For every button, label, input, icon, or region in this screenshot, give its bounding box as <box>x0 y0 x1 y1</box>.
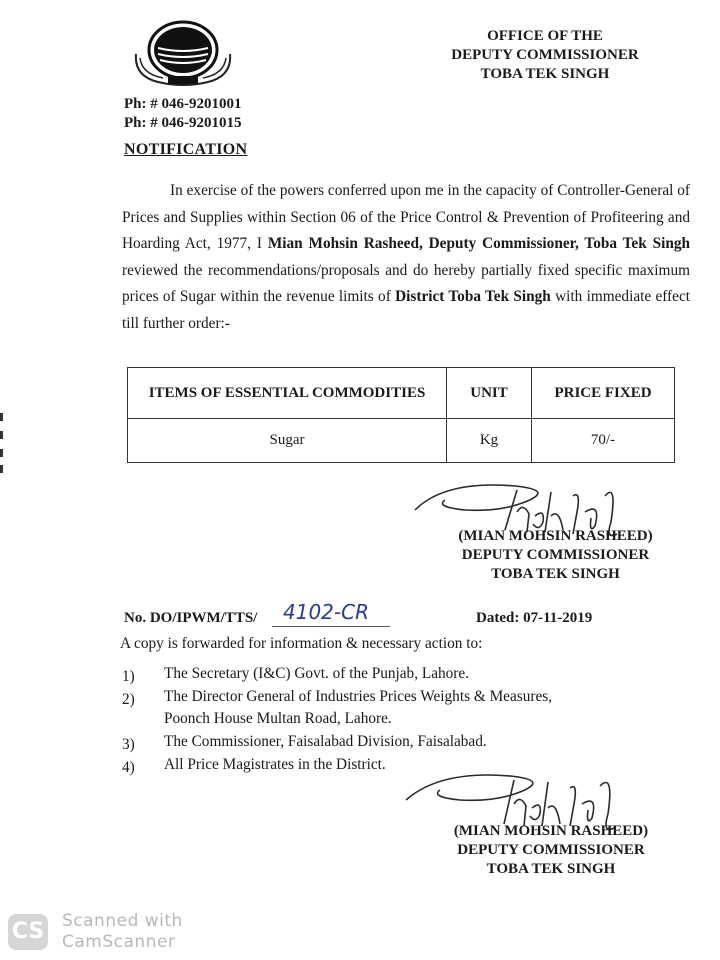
table-row <box>128 419 675 463</box>
header-unit: UNIT <box>447 368 532 419</box>
notification-body <box>122 178 690 337</box>
cell-item: Sugar <box>128 419 447 463</box>
phone-2: Ph: # 046-9201015 <box>124 115 242 131</box>
watermark-line-2: CamScanner <box>62 932 176 952</box>
signatory-designation: DEPUTY COMMISSIONER <box>461 547 650 563</box>
office-line-1: OFFICE OF THE <box>487 28 603 44</box>
signature-block-2 <box>436 822 666 879</box>
list-text: All Price Magistrates in the District. <box>164 756 386 773</box>
header-items: ITEMS OF ESSENTIAL COMMODITIES <box>128 368 447 419</box>
body-text-3: with immediate effect till further order:- <box>122 288 690 332</box>
list-number: 1) <box>122 668 135 685</box>
camscanner-logo-icon: CS <box>8 914 48 950</box>
signature-block-1 <box>438 527 673 584</box>
list-text: The Commissioner, Faisalabad Division, Faisalabad. <box>164 733 487 750</box>
list-number: 4) <box>122 759 135 776</box>
forward-intro: A copy is forwarded for information & necessary action to: <box>120 635 483 652</box>
phone-1: Ph: # 046-9201001 <box>124 96 242 112</box>
signatory-designation: DEPUTY COMMISSIONER <box>457 842 645 858</box>
signatory-name: (MIAN MOHSIN RASHEED) <box>453 823 649 839</box>
scan-edge-marks <box>0 413 4 473</box>
notification-title: NOTIFICATION <box>124 141 248 158</box>
date-line: Dated: 07-11-2019 <box>476 610 593 626</box>
header-price: PRICE FIXED <box>532 368 675 419</box>
list-text-cont: Poonch House Multan Road, Lahore. <box>164 710 392 727</box>
watermark-line-1: Scanned with <box>62 911 183 931</box>
phone-numbers <box>124 95 242 133</box>
punjab-emblem-icon <box>128 14 238 88</box>
office-line-3: TOBA TEK SINGH <box>480 66 610 82</box>
reference-underline <box>272 626 390 627</box>
handwritten-reference: 4102-CR <box>283 600 369 624</box>
reference-number: No. DO/IPWM/TTS/ <box>124 610 258 626</box>
signatory-location: TOBA TEK SINGH <box>486 861 616 877</box>
signatory-location: TOBA TEK SINGH <box>491 566 620 582</box>
office-header <box>420 27 670 84</box>
cell-unit: Kg <box>447 419 532 463</box>
body-text-2: reviewed the recommendations/proposals and do hereby partially fixed specific maximum prices of Sugar within the revenue limits of <box>122 261 690 305</box>
signatory-name: (MIAN MOHSIN RASHEED) <box>458 528 653 544</box>
officer-name: Mian Mohsin Rasheed, Deputy Commissioner, Toba Tek Singh <box>267 235 691 252</box>
district-name: District Toba Tek Singh <box>395 288 551 305</box>
body-text-1: In exercise of the powers conferred upon me in the capacity of Controller-General of Prices and Supplies within Section 06 of the Price Control & Prevention of Profiteering and Hoarding Act, 1977, I <box>122 182 690 252</box>
commodity-price-table <box>127 367 675 463</box>
list-text: The Secretary (I&C) Govt. of the Punjab, Lahore. <box>164 665 469 682</box>
list-text: The Director General of Industries Prices Weights & Measures, <box>164 688 553 705</box>
list-number: 2) <box>122 691 135 708</box>
cell-price: 70/- <box>532 419 675 463</box>
list-number: 3) <box>122 736 135 753</box>
office-line-2: DEPUTY COMMISSIONER <box>451 47 639 63</box>
table-header-row <box>128 368 675 419</box>
